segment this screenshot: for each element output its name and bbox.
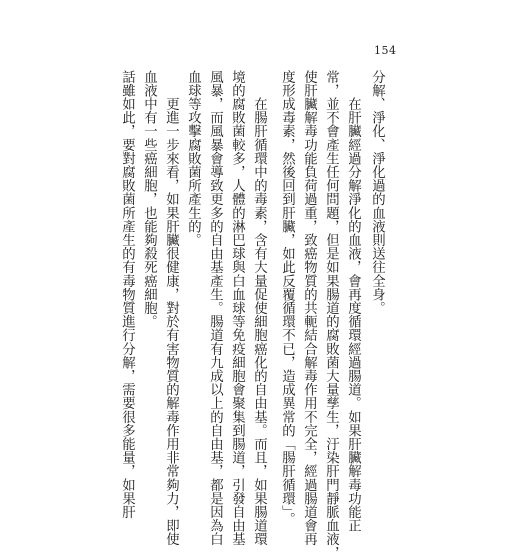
text-column-12: 話雖如此，要對腐敗菌所產生的有毒物質進行分解，需要很多能量，如果肝 bbox=[119, 70, 135, 519]
text-column-10: 更進一步來看，如果肝臟很健康，對於有害物質的解毒作用非常夠力，即使 bbox=[163, 70, 179, 546]
text-column-9: 血球等攻擊腐敗菌所產生的。 bbox=[185, 70, 201, 247]
text-column-5: 度形成毒素，然後回到肝臟，如此反覆循環不已，造成異常的「腸肝循環」。 bbox=[279, 70, 295, 526]
text-column-8: 風暴，而風暴會導致更多的自由基產生。腸道有九成以上的自由基，都是因為白 bbox=[207, 70, 223, 546]
text-column-6: 在腸肝循環中的毒素，含有大量促使細胞癌化的自由基。而且，如果腸道環 bbox=[251, 70, 267, 546]
text-column-11: 血液中有一些癌細胞，也能夠殺死癌細胞。 bbox=[141, 70, 157, 329]
text-column-3: 常，並不會產生任何問題，但是如果腸道的腐敗菌大量孳生，汙染肝門靜脈血液， bbox=[323, 70, 339, 560]
text-column-1: 分解、淨化、淨化過的血液則送往全身。 bbox=[369, 70, 385, 315]
text-column-4: 使肝臟解毒功能負荷過重，致癌物質的共軛結合解毒作用不完全，經過腸道會再 bbox=[301, 70, 317, 546]
text-column-2: 在肝臟經過分解淨化的血液，會再度循環經過腸道。如果肝臟解毒功能正 bbox=[345, 70, 361, 533]
text-column-7: 境的腐敗菌較多，人體的淋巴球與白血球等免疫細胞會聚集到腸道，引發自由基 bbox=[229, 70, 245, 546]
page-number: 154 bbox=[374, 44, 397, 57]
